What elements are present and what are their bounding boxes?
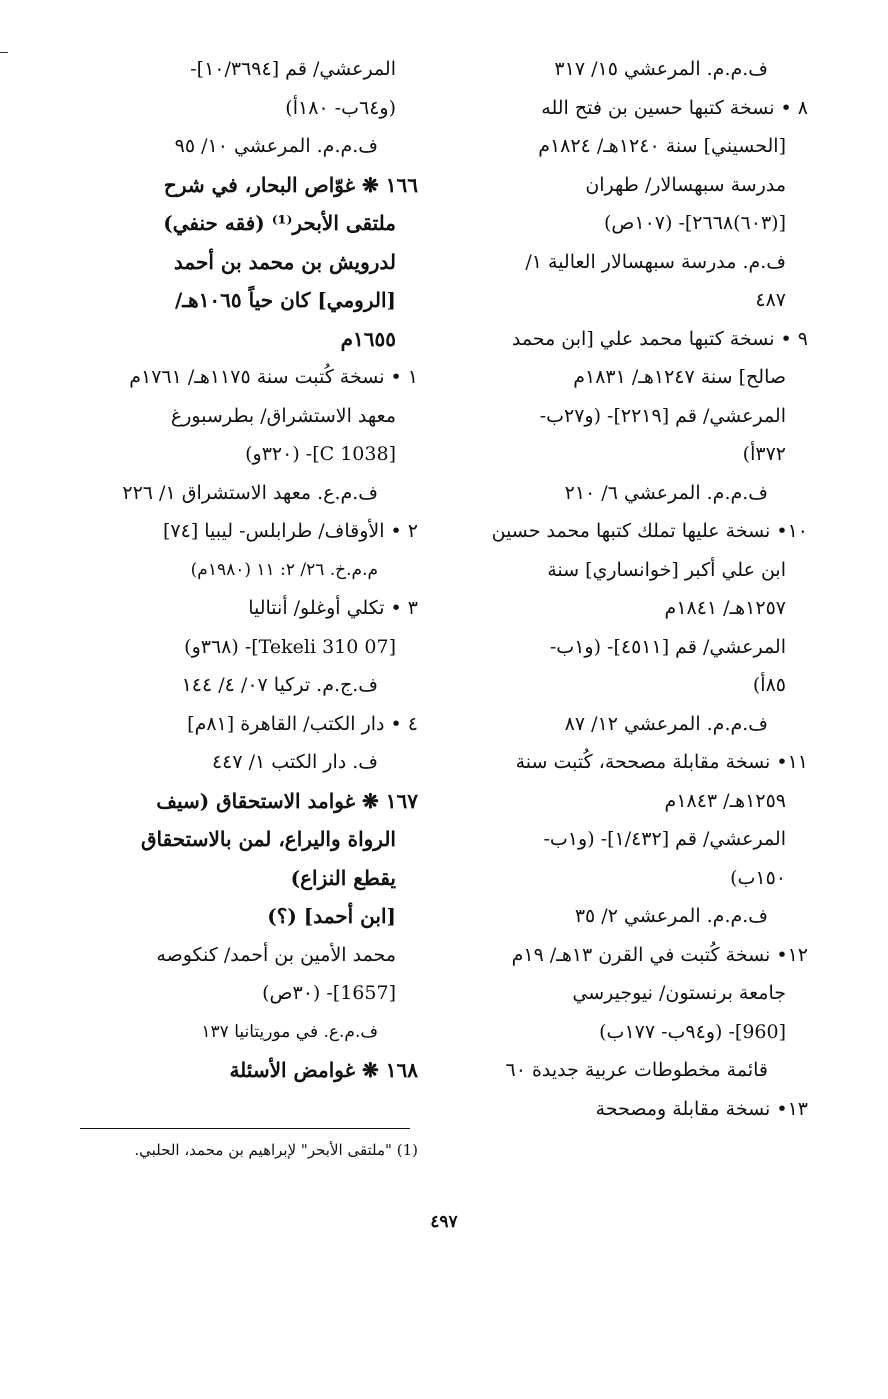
right-column-line: مدرسة سبهسالار/ طهران xyxy=(585,173,786,196)
left-column-line: ف. دار الكتب ١/ ٤٤٧ xyxy=(211,751,378,773)
right-column-line: ٣٧٢أ) xyxy=(742,443,786,465)
left-column-line: ١ • نسخة كُتبت سنة ١١٧٥هـ/ ١٧٦١م xyxy=(129,366,418,388)
right-column-line: جامعة برنستون/ نيوجيرسي xyxy=(572,982,786,1004)
left-column-line: الرواة واليراع، لمن بالاستحقاق xyxy=(141,827,396,851)
right-column-line: ٨ • نسخة كتبها حسين بن فتح الله xyxy=(541,96,808,119)
left-column-line: [ابن أحمد] (؟) xyxy=(267,904,396,928)
page-number: ٤٩٧ xyxy=(430,1212,458,1232)
left-column-line: محمد الأمين بن أحمد/ كنكوصه xyxy=(156,943,396,966)
left-column-line: ١٦٥٥م xyxy=(340,326,396,351)
left-column-line: ١٦٧ ❋ غوامد الاستحقاق (سيف xyxy=(156,788,418,813)
left-column-line: ٢ • الأوقاف/ طرابلس- ليبيا [٧٤] xyxy=(162,520,418,542)
left-column-line: [1657]- (٣٠ص) xyxy=(262,982,396,1004)
right-column-line: ١٠• نسخة عليها تملك كتبها محمد حسين xyxy=(491,520,808,542)
right-column-line: ١٢٥٩هـ/ ١٨٤٣م xyxy=(664,789,786,812)
right-column-line: ف.م.م. المرعشي ٦/ ٢١٠ xyxy=(564,481,768,504)
left-column-line: م.م.خ. ٢٦/ ٢: ١١ (١٩٨٠م) xyxy=(190,559,378,580)
left-column-line: [07 Tekeli 310]- (٣٦٨و) xyxy=(184,635,396,658)
left-column-line: معهد الاستشراق/ بطرسبورغ xyxy=(170,404,396,427)
left-column-line: ف.م.ع. معهد الاستشراق ١/ ٢٢٦ xyxy=(122,481,378,504)
left-column-line: ف.ج.م. تركيا ٠٧/ ٤/ ١٤٤ xyxy=(181,674,378,696)
right-column xyxy=(463,50,808,1128)
right-column-line: ف.م.م. المرعشي ١٥/ ٣١٧ xyxy=(554,58,768,80)
right-column-line: ١٥٠ب) xyxy=(730,866,786,889)
left-column-line: ملتقى الأبحر⁽¹⁾ (فقه حنفي) xyxy=(163,211,396,235)
right-column-line: [(٦٠٣)٢٦٦٨]- (١٠٧ص) xyxy=(603,212,786,234)
left-column-line: [الرومي] كان حياً ١٠٦٥هـ/ xyxy=(174,288,396,312)
right-column-line: ١٢• نسخة كُتبت في القرن ١٣هـ/ ١٩م xyxy=(511,943,808,966)
right-column-line: ٩ • نسخة كتبها محمد علي [ابن محمد xyxy=(511,327,808,350)
right-column-line: ١١• نسخة مقابلة مصححة، كُتبت سنة xyxy=(515,751,808,773)
right-column-line: المرعشي/ قم [١/٤٣٢]- (و١ب- xyxy=(543,828,786,850)
right-column-line: ف.م.م. المرعشي ١٢/ ٨٧ xyxy=(564,712,768,735)
right-column-line: قائمة مخطوطات عربية جديدة ٦٠ xyxy=(505,1059,768,1081)
right-column-line: [960]- (و٩٤ب- ١٧٧ب) xyxy=(599,1020,786,1043)
left-column-line: يقطع النزاع) xyxy=(290,865,396,890)
right-column-line: ٨٥أ) xyxy=(752,674,786,696)
left-column-line: لدرويش بن محمد بن أحمد xyxy=(173,249,396,274)
left-column xyxy=(68,50,418,1090)
left-column-line: ١٦٨ ❋ غوامض الأسئلة xyxy=(229,1058,418,1082)
right-column-line: المرعشي/ قم [٤٥١١]- (و١ب- xyxy=(549,635,786,658)
left-column-line: المرعشي/ قم [١٠/٣٦٩٤]- xyxy=(190,58,396,80)
left-column-line: ١٦٦ ❋ غوّاص البحار، في شرح xyxy=(163,172,418,197)
left-column-line: ف.م.ع. في موريتانيا ١٣٧ xyxy=(201,1021,378,1042)
footnote: (1) "ملتقى الأبحر" لإبراهيم بن محمد، الحلبي. xyxy=(134,1141,418,1159)
left-column-line: ٤ • دار الكتب/ القاهرة [٨١م] xyxy=(187,712,418,735)
footnote-rule xyxy=(80,1128,410,1129)
left-column-line: ٣ • تكلي أوغلو/ أنتاليا xyxy=(248,597,418,619)
right-column-line: ف.م. مدرسة سبهسالار العالية ١/ xyxy=(525,250,786,273)
left-column-line: [C 1038]- (٣٢٠و) xyxy=(245,443,396,465)
right-column-line: ابن علي أكبر [خوانساري] سنة xyxy=(547,558,786,581)
right-column-line: ١٣• نسخة مقابلة ومصححة xyxy=(595,1097,808,1120)
left-column-line: ف.م.م. المرعشي ١٠/ ٩٥ xyxy=(174,135,378,157)
right-column-line: ١٢٥٧هـ/ ١٨٤١م xyxy=(664,597,786,619)
right-column-line: المرعشي/ قم [٢٢١٩]- (و٢٧ب- xyxy=(539,404,786,427)
right-column-line: [الحسيني] سنة ١٢٤٠هـ/ ١٨٢٤م xyxy=(538,135,786,157)
left-column-line: (و٦٤ب- ١٨٠أ) xyxy=(285,96,396,119)
scan-edge-mark xyxy=(0,52,8,53)
right-column-line: ٤٨٧ xyxy=(755,289,786,311)
right-column-line: صالح] سنة ١٢٤٧هـ/ ١٨٣١م xyxy=(573,366,786,388)
right-column-line: ف.م.م. المرعشي ٢/ ٣٥ xyxy=(574,905,768,927)
